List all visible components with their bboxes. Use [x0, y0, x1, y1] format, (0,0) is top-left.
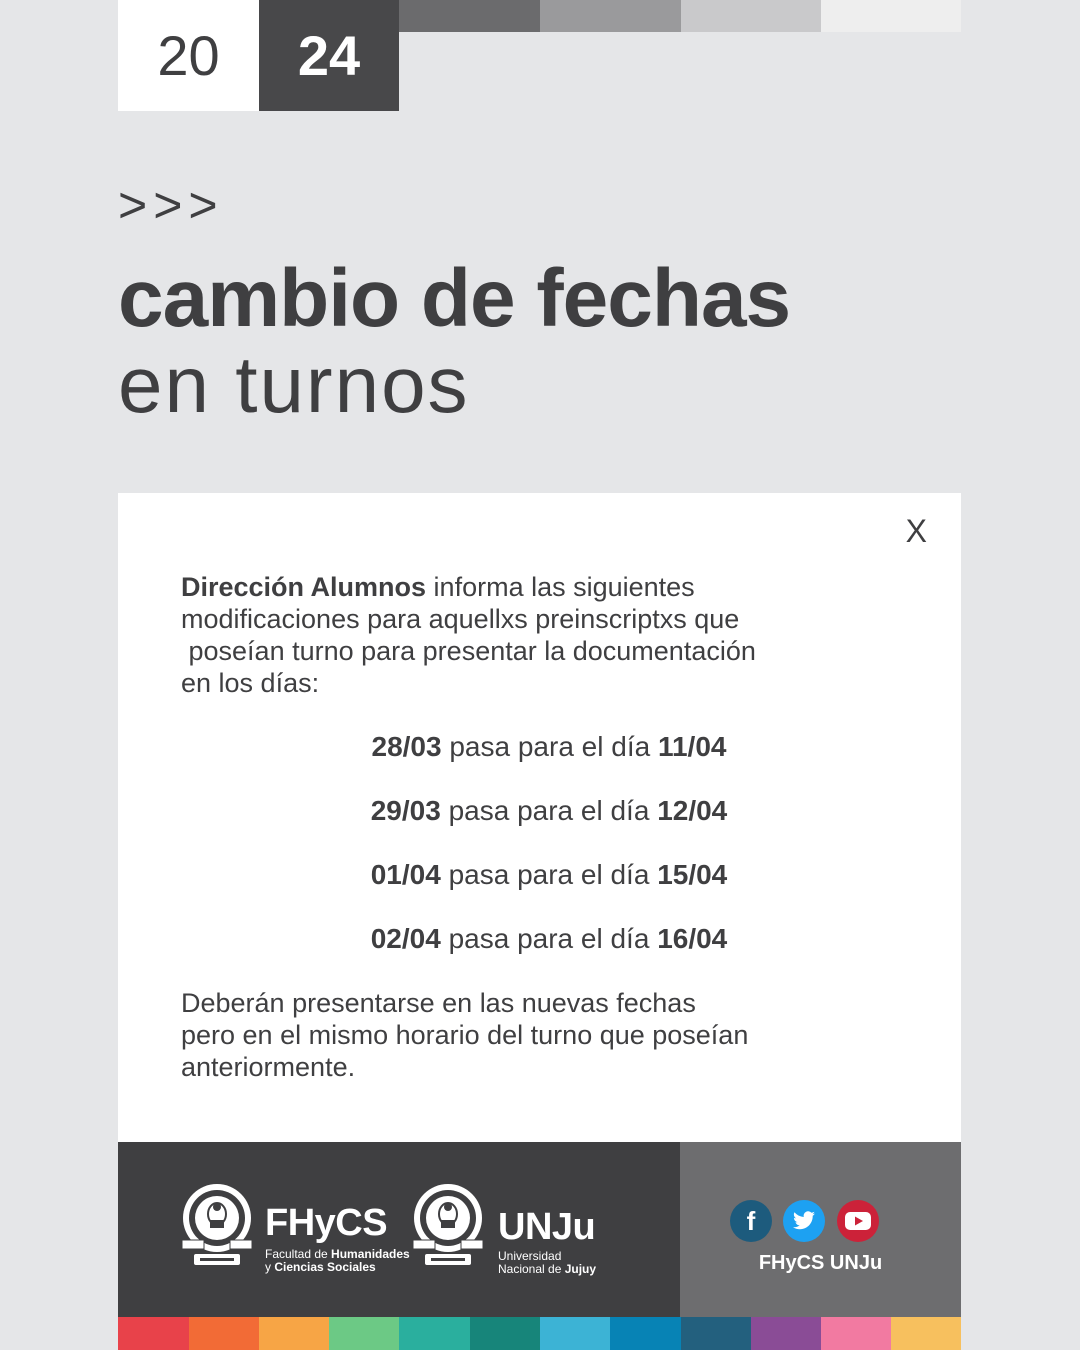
date-from: 01/04: [370, 859, 441, 890]
intro-line3: poseían turno para presentar la documentación: [181, 636, 756, 666]
fhycs-sub2-bold: Ciencias Sociales: [274, 1260, 376, 1274]
arrows-decoration: >>>: [118, 177, 224, 233]
date-change-row: [118, 795, 980, 827]
date-to: 12/04: [657, 795, 728, 826]
social-handle: FHyCS UNJu: [758, 1252, 883, 1274]
date-change-row: [118, 859, 980, 891]
year-part2: 24: [259, 0, 399, 111]
date-change-text: pasa para el día: [440, 859, 658, 890]
closing-line2: pero en el mismo horario del turno que poseían: [181, 1020, 749, 1050]
fhycs-sub1-bold: Humanidades: [331, 1247, 410, 1261]
date-to: 16/04: [657, 923, 728, 954]
unju-sub2: Nacional de: [498, 1262, 565, 1276]
page-title: cambio de fechas: [118, 253, 791, 344]
footer-logos: [118, 1142, 680, 1317]
unju-logo-name: UNJu: [498, 1206, 596, 1248]
color-stripe: [118, 1317, 189, 1350]
university-seal-icon: [411, 1180, 485, 1272]
color-stripe: [189, 1317, 259, 1350]
color-stripe: [610, 1317, 681, 1350]
date-change-row: [118, 923, 980, 955]
color-stripe: [821, 1317, 891, 1350]
notice-card: [118, 493, 961, 1142]
date-from: 02/04: [370, 923, 441, 954]
fhycs-logo-subtitle: [265, 1248, 410, 1274]
intro-line4: en los días:: [181, 668, 320, 698]
fhycs-sub2: y: [265, 1260, 275, 1274]
fhycs-sub1: Facultad de: [265, 1247, 332, 1261]
university-seal-icon: [180, 1180, 254, 1272]
color-stripe: [751, 1317, 821, 1350]
footer-social: [680, 1142, 961, 1317]
closing-line1: Deberán presentarse en las nuevas fechas: [181, 988, 696, 1018]
date-change-row: [118, 731, 980, 763]
date-to: 15/04: [657, 859, 728, 890]
unju-sub2-bold: Jujuy: [564, 1262, 597, 1276]
color-stripe: [891, 1317, 961, 1350]
closing-paragraph: [181, 987, 881, 1083]
date-change-text: pasa para el día: [441, 731, 658, 762]
color-stripe: [259, 1317, 329, 1350]
unju-sub1: Universidad: [498, 1249, 562, 1263]
twitter-icon[interactable]: [783, 1200, 825, 1242]
close-icon[interactable]: X: [905, 513, 927, 549]
date-to: 11/04: [657, 731, 727, 762]
color-stripe: [470, 1317, 540, 1350]
date-change-text: pasa para el día: [440, 923, 658, 954]
fhycs-logo-name: FHyCS: [265, 1202, 388, 1244]
top-bar-segment: [681, 0, 821, 32]
date-from: 29/03: [370, 795, 441, 826]
intro-bold: Dirección Alumnos: [181, 572, 427, 602]
page-subtitle: en turnos: [118, 340, 470, 429]
closing-line3: anteriormente.: [181, 1052, 356, 1082]
intro-paragraph: [181, 571, 881, 699]
color-stripe: [399, 1317, 470, 1350]
facebook-icon[interactable]: f: [730, 1200, 772, 1242]
year-part1: 20: [118, 0, 259, 111]
color-stripe: [540, 1317, 610, 1350]
intro-line2: modificaciones para aquellxs preinscriptxs que: [181, 604, 740, 634]
date-from: 28/03: [371, 731, 442, 762]
youtube-icon[interactable]: [837, 1200, 879, 1242]
top-bar-segment: [399, 0, 540, 32]
color-stripe: [329, 1317, 399, 1350]
color-stripe: [681, 1317, 751, 1350]
top-bar-segment: [540, 0, 681, 32]
top-bar-segment: [821, 0, 961, 32]
intro-line1: informa las siguientes: [426, 572, 695, 602]
date-change-text: pasa para el día: [440, 795, 658, 826]
unju-logo-subtitle: [498, 1250, 596, 1276]
